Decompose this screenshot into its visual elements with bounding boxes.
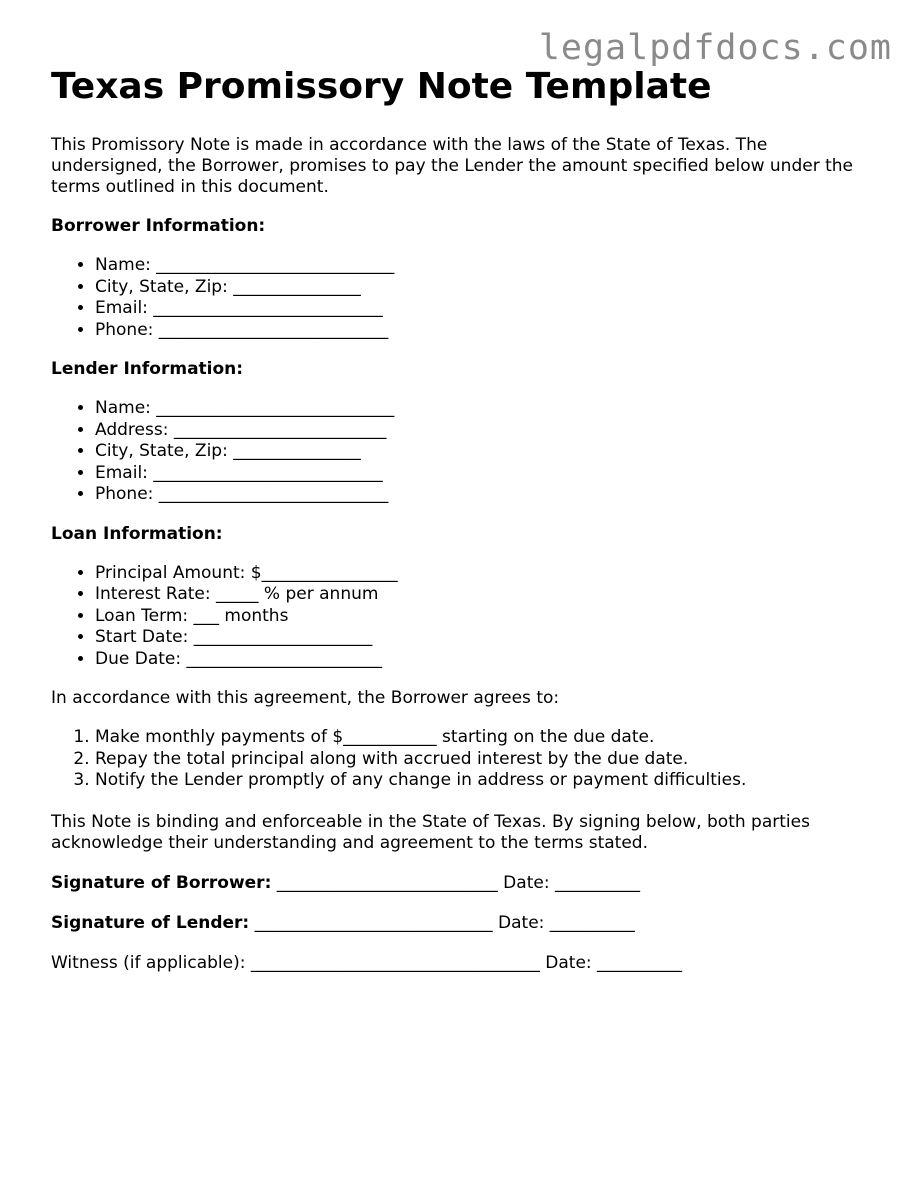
borrower-heading: Borrower Information:	[51, 216, 266, 236]
lender-signature-line	[51, 913, 881, 934]
loan-term-field: • Loan Term: ___ months	[95, 606, 881, 628]
agreement-term: 3. Notify the Lender promptly of any change in address or payment difficulties.	[95, 770, 881, 792]
borrower-signature-line	[51, 873, 881, 894]
agreement-lead: In accordance with this agreement, the Borrower agrees to:	[51, 688, 560, 708]
watermark: legalpdfdocs.com	[538, 28, 892, 68]
borrower-fields	[51, 255, 881, 341]
intro-paragraph: This Promissory Note is made in accordance with the laws of the State of Texas. The undersigned, the Borrower, promises to pay the Lender the amount specified below under the terms outlined in this document.	[51, 135, 853, 197]
loan-heading: Loan Information:	[51, 523, 223, 544]
agreement-term: 1. Make monthly payments of $___________ starting on the due date.	[95, 727, 881, 749]
loan-start-date-field: • Start Date: _____________________	[95, 627, 881, 649]
loan-fields	[51, 563, 881, 671]
borrower-signature-blank: __________________________ Date: __________	[271, 872, 640, 893]
lender-address-field: • Address: _________________________	[95, 420, 881, 442]
loan-principal-field: • Principal Amount: $________________	[95, 563, 881, 585]
loan-interest-field: • Interest Rate: _____ % per annum	[95, 584, 881, 606]
lender-phone-field: • Phone: ___________________________	[95, 484, 881, 506]
borrower-signature-label: Signature of Borrower:	[51, 872, 272, 893]
agreement-terms	[51, 727, 881, 792]
lender-city-field: • City, State, Zip: _______________	[95, 441, 881, 463]
lender-fields	[51, 398, 881, 506]
borrower-email-field: • Email: ___________________________	[95, 298, 881, 320]
lender-email-field: • Email: ___________________________	[95, 463, 881, 485]
binding-paragraph: This Note is binding and enforceable in the State of Texas. By signing below, both parties acknowledge their understanding and agreement to the terms stated.	[51, 811, 810, 853]
lender-name-field: • Name: ____________________________	[95, 398, 881, 420]
document-page	[51, 64, 881, 974]
loan-due-date-field: • Due Date: _______________________	[95, 649, 881, 671]
borrower-city-field: • City, State, Zip: _______________	[95, 277, 881, 299]
borrower-name-field: • Name: ____________________________	[95, 255, 881, 277]
lender-signature-blank: ____________________________ Date: __________	[249, 912, 635, 933]
agreement-term: 2. Repay the total principal along with accrued interest by the due date.	[95, 749, 881, 771]
page-title: Texas Promissory Note Template	[51, 66, 712, 107]
borrower-phone-field: • Phone: ___________________________	[95, 320, 881, 342]
lender-heading: Lender Information:	[51, 359, 244, 379]
lender-signature-label: Signature of Lender:	[51, 912, 250, 933]
witness-signature-line: Witness (if applicable): __________________________________ Date: __________	[51, 952, 683, 973]
